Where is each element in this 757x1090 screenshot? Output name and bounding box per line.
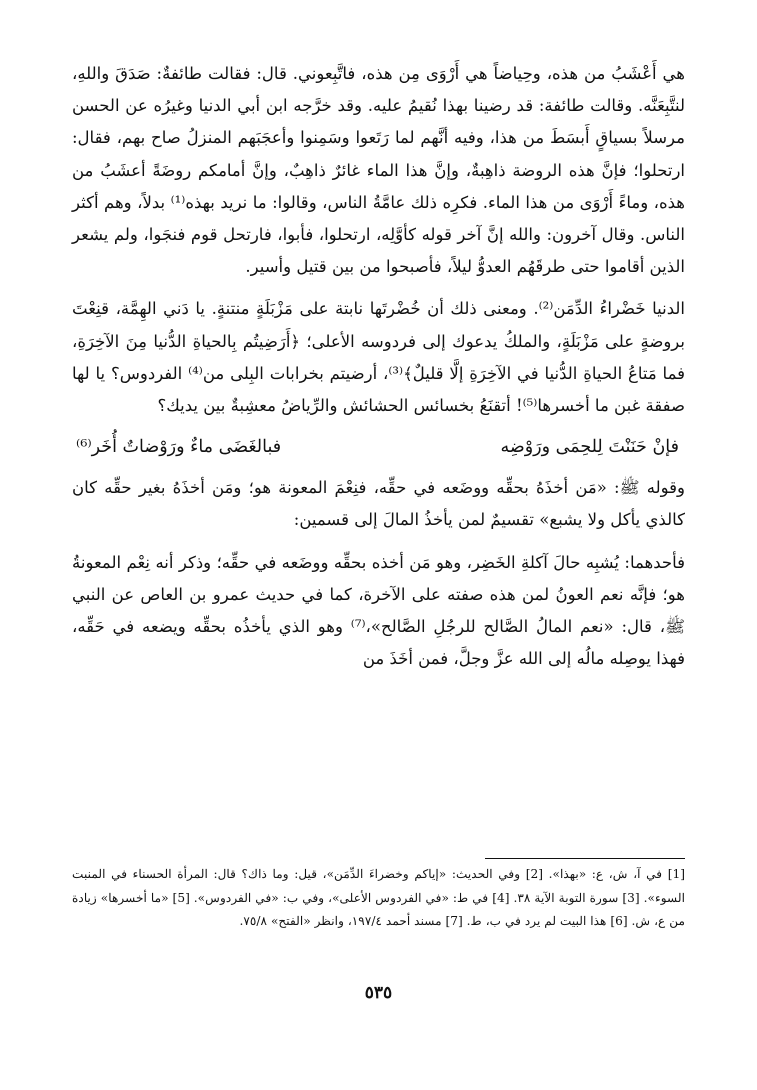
footnote-divider <box>485 858 685 859</box>
poetry-verse <box>76 430 679 464</box>
verse-first-hemistich: فإنْ حَنَنْتَ لِلحِمَى ورَوْضِه <box>500 437 679 458</box>
paragraph-4: فأحدهما: يُشبِه حالَ آكلةِ الخَضِر، وهو مَن أخذه بحقِّه ووضَعه في حقِّه؛ وذكر أنه نِعْم المعونةُ هو؛ فإنَّه نعم العونُ لمن هذه صفته على الآخرة، كما في حديث عمرو بن العاص عن النبي ﷺ، قال: «نعم المالُ الصَّالح للرجُلِ الصَّالح»،⁽⁷⁾ وهو الذي يأخذُه بحقِّه ويضعه في حَقِّه، فهذا يوصِله مالُه إلى الله عزَّ وجلَّ، فمن أخَذَ من <box>72 552 686 669</box>
main-text <box>72 58 685 675</box>
footnotes: [1] في آ، ش، ع: «بهذا». [2] وفي الحديث: «إياكم وخضراءَ الدِّمَن»، قيل: وما ذاك؟ قال: المرأة الحسناء في المنبت السوء». [3] سورة التوبة الآية ٣٨. [4] في ط: «في الفردوس الأعلى»، وفي ب: «في الفردوس». [5] «ما أخسرها» زيادة من ع، ش. [6] هذا البيت لم يرد في ب، ط. [7] مسند أحمد ١٩٧/٤، وانظر «الفتح» ٧٥/٨. <box>72 867 685 928</box>
paragraph-3: وقوله ﷺ: «مَن أخذَهُ بحقِّه ووضَعه في حقِّه، فنِعْمَ المعونة هو؛ ومَن أخذَهُ بغير حقِّه كان كالذي يأكل ولا يشبع» تقسيمٌ لمن يأخذُ المالَ إلى قسمين: <box>72 478 685 530</box>
verse-second-hemistich: فبالغَضَى ماءٌ ورَوْضاتٌ أُخَر⁽⁶⁾ <box>76 437 282 458</box>
paragraph-2: الدنيا خَضْراءُ الدِّمَن⁽²⁾. ومعنى ذلك أن خُضْرتَها نابتة على مَزْبَلَةٍ منتنةٍ. يا دَني الهِمَّة، قنِعْتَ بروضةٍ على مَزْبَلَةٍ، والملكُ يدعوك إلى فردوسه الأعلى؛ ﴿أَرَضِيتُم بِالحياةِ الدُّنيا مِنَ الآخِرَةِ، فما مَتاعُ الحياةِ الدُّنيا في الآخِرَةِ إلَّا قليلٌ﴾⁽³⁾، أرضيتم بخرابات البِلى من⁽⁴⁾ الفردوس؟ يا لها صفقة غبن ما أخسرها⁽⁵⁾! أتقنَعُ بخسائس الحشائش والرِّياضُ معشِبةٌ بين يديك؟ <box>72 299 685 416</box>
paragraph-1: هي أَعْشَبُ من هذه، وحِياضاً هي أَرْوَى مِن هذه، فاتَّبِعوني. قال: فقالت طائفةٌ: صَدَقَ واللهِ، لنتَّبِعَنَّه. وقالت طائفة: قد رضينا بهذا نُقيمُ عليه. وقد خرَّجه ابن أبي الدنيا وغيرُه عن الحسن مرسلاً بسياقٍ أَبسَطَ من هذا، وفيه أنَّهم لما رَتَعوا وسَمِنوا وأعجَبَهم المنزلُ صاح بهم، فقال: ارتحلوا؛ فإنَّ هذه الروضة ذاهِبةٌ، وإنَّ هذا الماء غائرٌ ذاهِبٌ، وإنَّ أمامكم روضَةً أعشَبُ من هذه، وماءً أَرْوَى من هذا الماء. فكرِه ذلك عامَّةُ الناس، وقالوا: ما نريد بهذه⁽¹⁾ بدلاً، وهم أكثر الناس. وقال آخرون: والله إنَّ آخر قوله كأوَّلِه، ارتحلوا، فأبوا، فارتحل قوم فنجَوا، ولم يشعر الذين أقاموا حتى طرقَهُم العدوُّ ليلاً، فأصبحوا من بين قتيل وأسير. <box>72 64 686 277</box>
page-number: ٥٣٥ <box>364 983 393 1003</box>
